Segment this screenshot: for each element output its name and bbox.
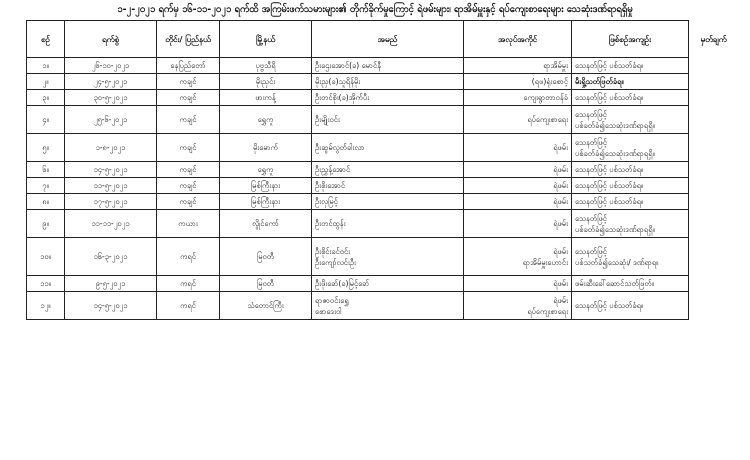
table-row xyxy=(27,210,739,238)
header-incident: ဖြစ်စဉ်အကျဉ်း xyxy=(572,21,689,58)
cell-region: ကချင် xyxy=(157,74,220,90)
cell-remarks xyxy=(689,162,739,178)
cell-township: မြစ်ကြီးနား xyxy=(220,178,312,194)
cell-occupation: ရဲဖမ်း ရပ်ကျေးစာရေး xyxy=(464,292,572,320)
cell-no: ၆။ xyxy=(27,162,65,178)
header-name: အမည် xyxy=(312,21,464,58)
cell-name: ဦးဖိုးခော်(ခ)မြင့်ခော် xyxy=(312,276,464,292)
cell-township: သံတောင်ကြီး xyxy=(220,292,312,320)
cell-occupation: ရဲဖမ်း xyxy=(464,210,572,238)
cell-date: ၁-၈-၂၀၂၁ xyxy=(65,134,157,162)
header-no: စဉ် xyxy=(27,21,65,58)
cell-incident: သေနတ်ဖြင့် ပစ်သတ်ခံ၍သေဆုံး/ ဒဏ်ရာရ။ xyxy=(572,238,689,276)
cell-occupation: ရပ်ကျေးစာရေး xyxy=(464,106,572,134)
cell-occupation: ရဲဖမ်း xyxy=(464,162,572,178)
cell-remarks xyxy=(689,106,739,134)
table-row xyxy=(27,178,739,194)
cell-region: ကရင် xyxy=(157,238,220,276)
table-row xyxy=(27,134,739,162)
cell-region: ကချင် xyxy=(157,162,220,178)
cell-occupation: ရဲဖမ်း xyxy=(464,194,572,210)
cell-incident: သေနတ်ဖြင့် ပစ်သတ်ခံရ။ xyxy=(572,90,689,106)
cell-date: ၁၄-၅-၂၀၂၁ xyxy=(65,162,157,178)
header-township: မြို့နယ် xyxy=(220,21,312,58)
cell-remarks xyxy=(689,292,739,320)
cell-region: ကချင် xyxy=(157,134,220,162)
table-row xyxy=(27,90,739,106)
cell-date: ၁၇-၅-၂၀၂၁ xyxy=(65,194,157,210)
cell-date: ၂၅-၆-၂၀၂၁ xyxy=(65,106,157,134)
cell-name: ဦးဌေးအောင်(ခ) မောင်နီ xyxy=(312,58,464,74)
cell-township: မိုးညှင်း xyxy=(220,74,312,90)
cell-incident: သေနတ်ဖြင့် ပစ်သတ်ခံရ။ xyxy=(572,194,689,210)
cell-no: ၁၂။ xyxy=(27,292,65,320)
cell-region: ကချင် xyxy=(157,106,220,134)
cell-township: ဖားကန့် xyxy=(220,90,312,106)
table-row xyxy=(27,106,739,134)
table-row xyxy=(27,58,739,74)
cell-remarks xyxy=(689,194,739,210)
table-row xyxy=(27,194,739,210)
cell-township: မြဝတီ xyxy=(220,238,312,276)
cell-no: ၂။ xyxy=(27,74,65,90)
cell-no: ၃။ xyxy=(27,90,65,106)
cell-township: လွိုင်ကော် xyxy=(220,210,312,238)
cell-occupation: ရဲဖမ်း xyxy=(464,178,572,194)
cell-name: မိုးညှ(ခ)သူရိန်မိုး xyxy=(312,74,464,90)
cell-no: ၅။ xyxy=(27,134,65,162)
cell-remarks xyxy=(689,276,739,292)
cell-incident: သေနတ်ဖြင့် ပစ်သတ်ခံရ။ xyxy=(572,162,689,178)
cell-name: ဦးစိုင်းခင်ဝင်း ဦးကျော်လင်းဦး xyxy=(312,238,464,276)
table-row xyxy=(27,292,739,320)
casualty-table xyxy=(26,20,739,320)
cell-township: မြစ်ကြီးနား xyxy=(220,194,312,210)
cell-incident: သေနတ်ဖြင့် ပစ်သတ်ခံရ။ xyxy=(572,58,689,74)
header-date: ရက်စွဲ xyxy=(65,21,157,58)
table-row xyxy=(27,238,739,276)
cell-name: ဦးစိုးအောင် xyxy=(312,178,464,194)
cell-region: ကယား xyxy=(157,210,220,238)
cell-occupation: (ရဖ)ရုံးစောင့် xyxy=(464,74,572,90)
cell-remarks xyxy=(689,90,739,106)
cell-name: ဦးဆွမ်လွတ်ခါးလာ xyxy=(312,134,464,162)
cell-no: ၉။ xyxy=(27,210,65,238)
cell-incident: သေနတ်ဖြင့် ပစ်ခတ်ခံ၍သေဆုံးဒဏ်ရာရရှိ။ xyxy=(572,106,689,134)
cell-township: ပုဗ္ဗသီရိ xyxy=(220,58,312,74)
cell-region: ကရင် xyxy=(157,276,220,292)
cell-remarks xyxy=(689,178,739,194)
cell-date: ၉-၅-၂၀၂၁ xyxy=(65,276,157,292)
cell-remarks xyxy=(689,58,739,74)
cell-name: ရာဇာဝင်းရွှေ စောဒေးဝါ xyxy=(312,292,464,320)
cell-occupation: ရဲဖမ်း xyxy=(464,134,572,162)
cell-date: ၂၄-၅-၂၀၂၁ xyxy=(65,74,157,90)
cell-date: ၁၄-၅-၂၀၂၁ xyxy=(65,292,157,320)
cell-region: ကချင် xyxy=(157,178,220,194)
cell-name: ဦးညွှန့်အောင် xyxy=(312,162,464,178)
cell-region: နေပြည်တော် xyxy=(157,58,220,74)
cell-incident: ဖမ်းဆီးခေါ်ဆောင်သတ်ဖြတ်။ xyxy=(572,276,689,292)
header-remarks: မှတ်ချက် xyxy=(700,34,727,44)
cell-remarks xyxy=(689,238,739,276)
cell-incident: သေနတ်ဖြင့် ပစ်ခတ်ခံ၍သေဆုံးဒဏ်ရာရရှိ။ xyxy=(572,210,689,238)
table-row xyxy=(27,162,739,178)
cell-incident: သေနတ်ဖြင့် ပစ်သတ်ခံရ။ xyxy=(572,178,689,194)
cell-name: ဦးတင်စိုး(ခ)အိုက်ပီး xyxy=(312,90,464,106)
cell-remarks xyxy=(689,210,739,238)
cell-date: ၁၁-၅-၂၀၂၁ xyxy=(65,178,157,194)
cell-region: ကချင် xyxy=(157,90,220,106)
table-header-row xyxy=(27,21,739,58)
cell-occupation: ကျေးရွာတာဝန်ခံ xyxy=(464,90,572,106)
cell-township: ရွှေကူ xyxy=(220,106,312,134)
cell-region: ကချင် xyxy=(157,194,220,210)
cell-occupation: ရာအိမ်မှူး xyxy=(464,58,572,74)
cell-no: ၄။ xyxy=(27,106,65,134)
table-row xyxy=(27,276,739,292)
header-region: တိုင်း/ ပြည်နယ် xyxy=(157,21,220,58)
cell-township: ရွှေကူ xyxy=(220,162,312,178)
cell-name: ဦးမျိုးဝင်း xyxy=(312,106,464,134)
cell-no: ၁၁။ xyxy=(27,276,65,292)
cell-remarks xyxy=(689,74,739,90)
cell-date: ၃၀-၅-၂၀၂၁ xyxy=(65,90,157,106)
cell-incident: သေနတ်ဖြင့် ပစ်ခတ်ခံ၍သေဆုံးဒဏ်ရာရရှိ။ xyxy=(572,134,689,162)
cell-incident: သေနတ်ဖြင့် ပစ်သတ်ခံရ။ xyxy=(572,292,689,320)
cell-date: ၂၆-၁၀-၂၀၂၁ xyxy=(65,58,157,74)
cell-occupation: ရဲဖမ်း ရာအိမ်မှူးဟောင်း xyxy=(464,238,572,276)
cell-name: ဦးလှမြင့် xyxy=(312,194,464,210)
cell-region: ကရင် xyxy=(157,292,220,320)
cell-incident: မီးရှို့သတ်ဖြတ်ခံရ။ xyxy=(572,74,689,90)
cell-no: ၁၀။ xyxy=(27,238,65,276)
cell-date: ၁၆-၃-၂၀၂၁ xyxy=(65,238,157,276)
cell-no: ၁။ xyxy=(27,58,65,74)
cell-remarks xyxy=(689,134,739,162)
cell-no: ၇။ xyxy=(27,178,65,194)
table-row xyxy=(27,74,739,90)
header-occupation: အလုပ်အကိုင် xyxy=(464,21,572,58)
cell-township: မိုးမောက် xyxy=(220,134,312,162)
document-title: ၁-၂-၂၀၂၁ ရက်မှ ၁၆-၁၁-၂၀၂၁ ရက်ထိ အကြမ်းဖက်သမားများ၏ တိုက်ခိုက်မှုကြောင့် ရဲဖမ်းများ၊ ရာအိမ်မှူးနှင့် ရပ်ကျေးစာရေးများ သေဆုံးဒဏ်ရာရရှိမှု xyxy=(117,4,633,15)
cell-name: ဦးတင်ထွန်း xyxy=(312,210,464,238)
cell-no: ၈။ xyxy=(27,194,65,210)
cell-occupation: ရဲဖမ်း xyxy=(464,276,572,292)
cell-date: ၁၁-၁၁-၂၀၂၁ xyxy=(65,210,157,238)
cell-township: မြဝတီ xyxy=(220,276,312,292)
